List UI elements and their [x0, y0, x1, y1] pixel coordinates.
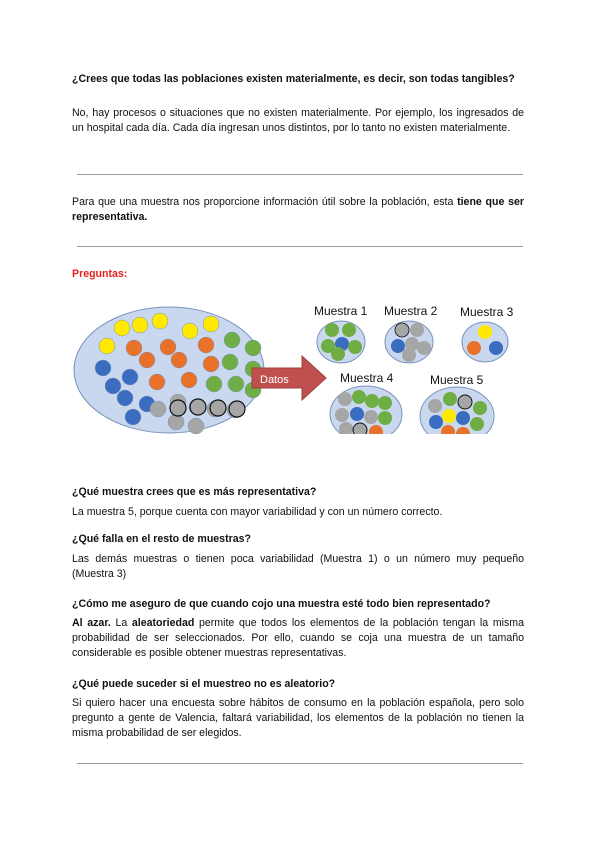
sample-5-label: Muestra 5 [430, 373, 484, 387]
sample-4 [330, 386, 402, 434]
sample-1-label: Muestra 1 [314, 304, 368, 318]
divider [77, 246, 523, 247]
sample-2-label: Muestra 2 [384, 304, 438, 318]
representativa-paragraph [72, 195, 524, 225]
sample-4-label: Muestra 4 [340, 371, 394, 385]
preguntas-heading: Preguntas: [72, 268, 128, 280]
answer-asegurar-rest: permite que todos los elementos de la población tengan la misma probabilidad de ser seleccionados. Por ello, cuando se coja una muestra de un tamaño considerable es posible obtener muestras representativas. [72, 617, 525, 659]
answer-asegurar-mid: La [110, 617, 132, 629]
aleatoriedad: aleatoriedad [131, 617, 195, 629]
question-tangibles: ¿Crees que todas las poblaciones existen materialmente, es decir, son todas tangibles? [72, 73, 515, 85]
answer-tangibles: No, hay procesos o situaciones que no existen materialmente. Por ejemplo, los ingresados de un hospital cada día. Cada día ingresan unos distintos, por lo tanto no existen materialmente. [72, 107, 524, 134]
divider [77, 763, 523, 764]
sample-5 [420, 387, 494, 434]
answer-no-aleatorio: Si quiero hacer una encuesta sobre hábitos de consumo en la población española, pero solo pregunto a gente de Valencia, faltará variabilidad, los elementos de la población no tienen la misma probabilidad de ser elegidos. [72, 697, 524, 739]
question-representativa: ¿Qué muestra crees que es más representativa? [72, 486, 317, 498]
sample-1 [317, 321, 365, 363]
al-azar: Al azar. [72, 617, 111, 629]
answer-asegurar [72, 616, 524, 661]
question-falla: ¿Qué falla en el resto de muestras? [72, 533, 251, 545]
question-asegurar: ¿Cómo me aseguro de que cuando cojo una muestra esté todo bien representado? [72, 598, 491, 610]
sample-2 [385, 321, 433, 363]
answer-falla: Las demás muestras o tienen poca variabilidad (Muestra 1) o un número muy pequeño (Muestra 3) [72, 553, 524, 580]
answer-representativa: La muestra 5, porque cuenta con mayor variabilidad y con un número correcto. [72, 506, 443, 518]
representativa-text: Para que una muestra nos proporcione información útil sobre la población, esta [72, 196, 458, 208]
arrow-label: Datos [260, 374, 289, 386]
divider [77, 174, 523, 175]
question-no-aleatorio: ¿Qué puede suceder si el muestreo no es aleatorio? [72, 678, 336, 690]
sample-3 [462, 322, 508, 362]
sample-3-label: Muestra 3 [460, 305, 514, 319]
representativa-bold: tiene que ser representativa. [72, 196, 524, 223]
sampling-figure [72, 296, 528, 434]
